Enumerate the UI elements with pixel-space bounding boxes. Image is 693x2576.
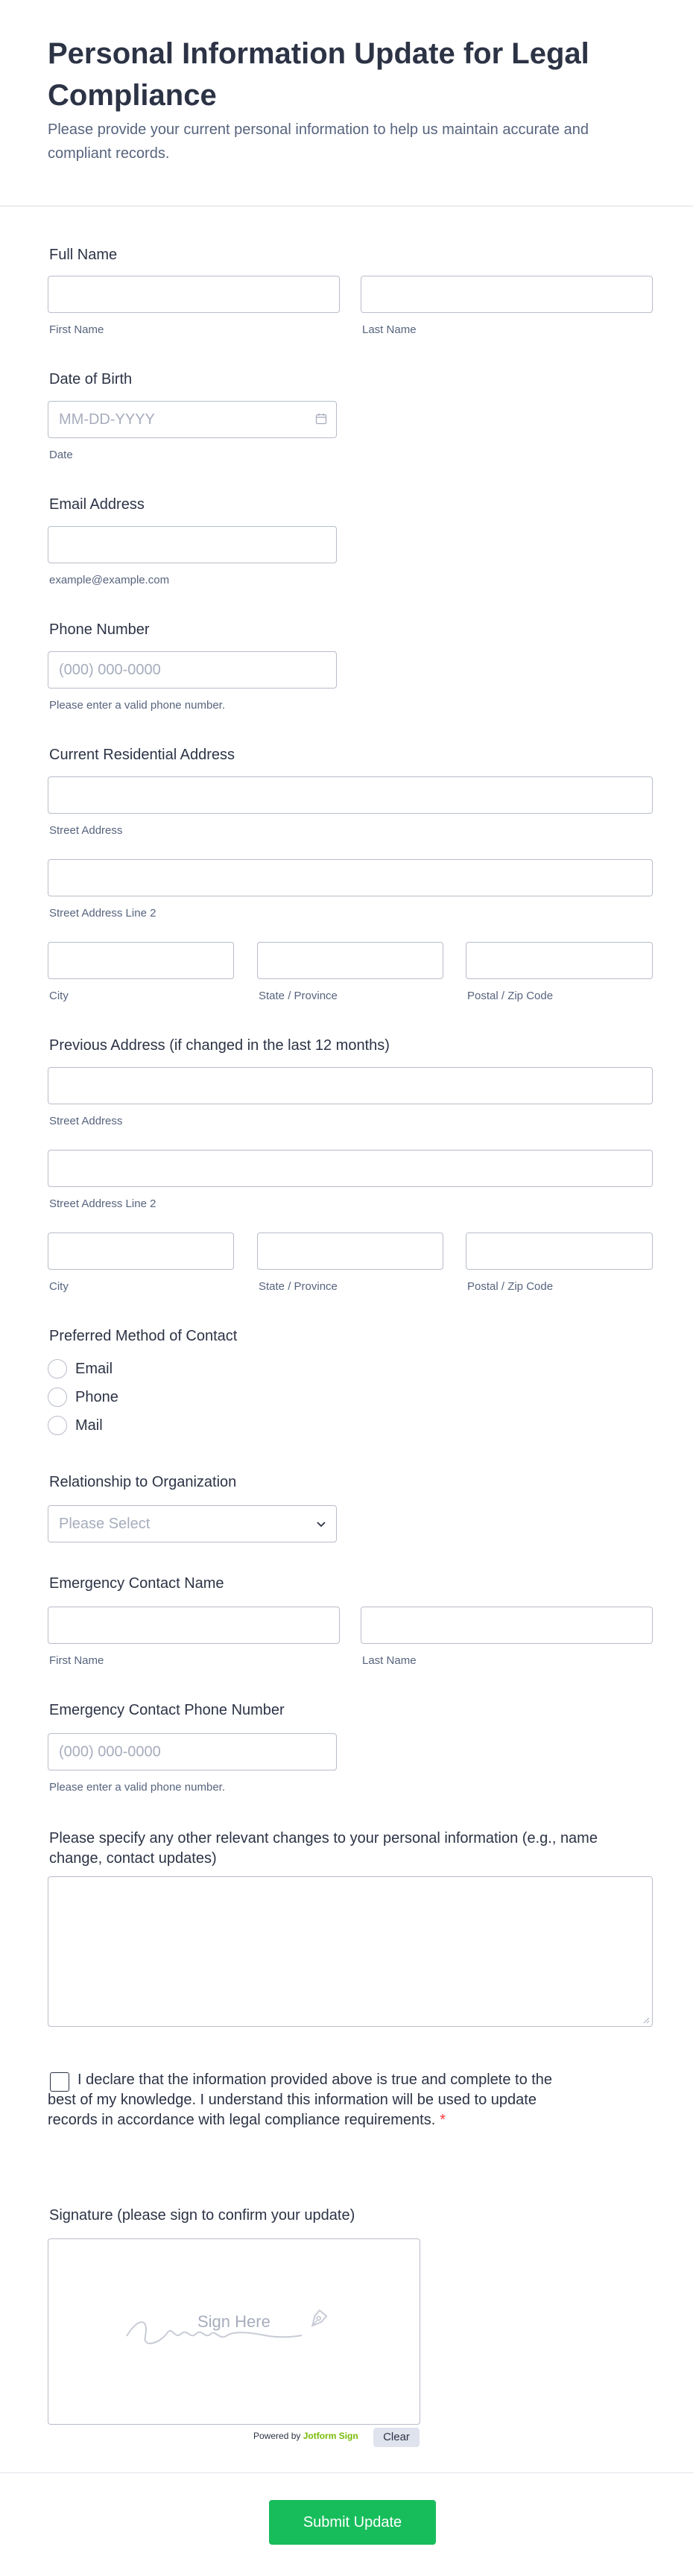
radio-mail-label[interactable]: Mail — [75, 1417, 103, 1434]
radio-mail[interactable] — [48, 1416, 67, 1435]
previous-zip-sublabel: Postal / Zip Code — [467, 1280, 554, 1293]
dob-placeholder: MM-DD-YYYY — [59, 411, 155, 428]
first-name-sublabel: First Name — [49, 323, 104, 336]
emergency-last-name-input[interactable] — [361, 1607, 653, 1644]
last-name-input[interactable] — [361, 276, 653, 313]
declaration-text — [48, 2070, 569, 2130]
previous-address-label: Previous Address (if changed in the last 12 months) — [49, 1037, 390, 1054]
phone-placeholder: (000) 000-0000 — [59, 662, 161, 678]
full-name-label: Full Name — [49, 247, 118, 263]
chevron-down-icon — [315, 1518, 327, 1530]
form-header — [48, 33, 644, 165]
other-changes-label: Please specify any other relevant changes to your personal information (e.g., name change, contact updates) — [49, 1830, 598, 1867]
previous-street-input[interactable] — [48, 1067, 653, 1104]
emergency-last-name-sublabel: Last Name — [362, 1654, 417, 1667]
form-subtitle: Please provide your current personal information to help us maintain accurate and compliant records. — [48, 121, 589, 162]
first-name-input[interactable] — [48, 276, 340, 313]
previous-street2-input[interactable] — [48, 1150, 653, 1187]
relationship-label: Relationship to Organization — [49, 1474, 237, 1490]
required-asterisk: * — [440, 2112, 446, 2128]
current-street-input[interactable] — [48, 776, 653, 814]
current-state-sublabel: State / Province — [259, 990, 338, 1002]
contact-method-label: Preferred Method of Contact — [49, 1328, 238, 1344]
dob-sublabel: Date — [49, 449, 73, 461]
signature-label: Signature (please sign to confirm your update) — [49, 2207, 355, 2224]
radio-phone[interactable] — [48, 1387, 67, 1407]
radio-phone-label[interactable]: Phone — [75, 1389, 118, 1405]
previous-city-sublabel: City — [49, 1280, 69, 1293]
emergency-phone-sublabel: Please enter a valid phone number. — [49, 1781, 225, 1794]
emergency-phone-input[interactable] — [48, 1733, 337, 1770]
current-address-label: Current Residential Address — [49, 747, 235, 763]
declaration-checkbox[interactable] — [50, 2072, 69, 2092]
current-city-input[interactable] — [48, 942, 234, 979]
current-city-sublabel: City — [49, 990, 69, 1002]
signature-pad[interactable] — [48, 2238, 420, 2425]
form-title: Personal Information Update for Legal Compliance — [48, 37, 589, 112]
dob-input[interactable] — [48, 401, 337, 438]
last-name-sublabel: Last Name — [362, 323, 417, 336]
signature-placeholder: Sign Here — [197, 2312, 270, 2331]
previous-zip-input[interactable] — [466, 1232, 653, 1270]
dob-label: Date of Birth — [49, 371, 133, 387]
previous-street2-sublabel: Street Address Line 2 — [49, 1197, 156, 1210]
current-zip-sublabel: Postal / Zip Code — [467, 990, 554, 1002]
emergency-first-name-input[interactable] — [48, 1607, 340, 1644]
emergency-first-name-sublabel: First Name — [49, 1654, 104, 1667]
submit-button[interactable]: Submit Update — [269, 2500, 436, 2545]
current-street2-input[interactable] — [48, 859, 653, 896]
previous-street-sublabel: Street Address — [49, 1115, 123, 1127]
relationship-select[interactable] — [48, 1505, 337, 1542]
declaration-label: I declare that the information provided above is true and complete to the best of my knowledge. I understand this information will be used to update records in accordance with legal compliance requirements. — [48, 2072, 553, 2128]
current-state-input[interactable] — [257, 942, 443, 979]
relationship-placeholder: Please Select — [59, 1516, 151, 1532]
calendar-icon[interactable] — [315, 413, 327, 425]
emergency-phone-label: Emergency Contact Phone Number — [49, 1702, 285, 1718]
phone-sublabel: Please enter a valid phone number. — [49, 699, 225, 712]
phone-label: Phone Number — [49, 621, 150, 638]
current-zip-input[interactable] — [466, 942, 653, 979]
other-changes-textarea[interactable] — [48, 1876, 653, 2027]
email-label: Email Address — [49, 496, 145, 513]
previous-city-input[interactable] — [48, 1232, 234, 1270]
radio-email-label[interactable]: Email — [75, 1361, 113, 1377]
current-street-sublabel: Street Address — [49, 824, 123, 837]
emergency-name-label: Emergency Contact Name — [49, 1575, 224, 1592]
phone-input[interactable] — [48, 651, 337, 689]
previous-state-input[interactable] — [257, 1232, 443, 1270]
emergency-phone-placeholder: (000) 000-0000 — [59, 1744, 161, 1760]
powered-by — [253, 2431, 358, 2441]
radio-email[interactable] — [48, 1359, 67, 1379]
email-sublabel: example@example.com — [49, 574, 170, 586]
resize-handle-icon[interactable] — [642, 2016, 650, 2024]
clear-signature-button[interactable]: Clear — [373, 2428, 420, 2447]
powered-brand[interactable]: Jotform Sign — [303, 2431, 358, 2441]
current-street2-sublabel: Street Address Line 2 — [49, 907, 156, 920]
powered-prefix: Powered by — [253, 2431, 301, 2441]
footer-divider — [0, 2472, 693, 2473]
email-input[interactable] — [48, 526, 337, 563]
previous-state-sublabel: State / Province — [259, 1280, 338, 1293]
